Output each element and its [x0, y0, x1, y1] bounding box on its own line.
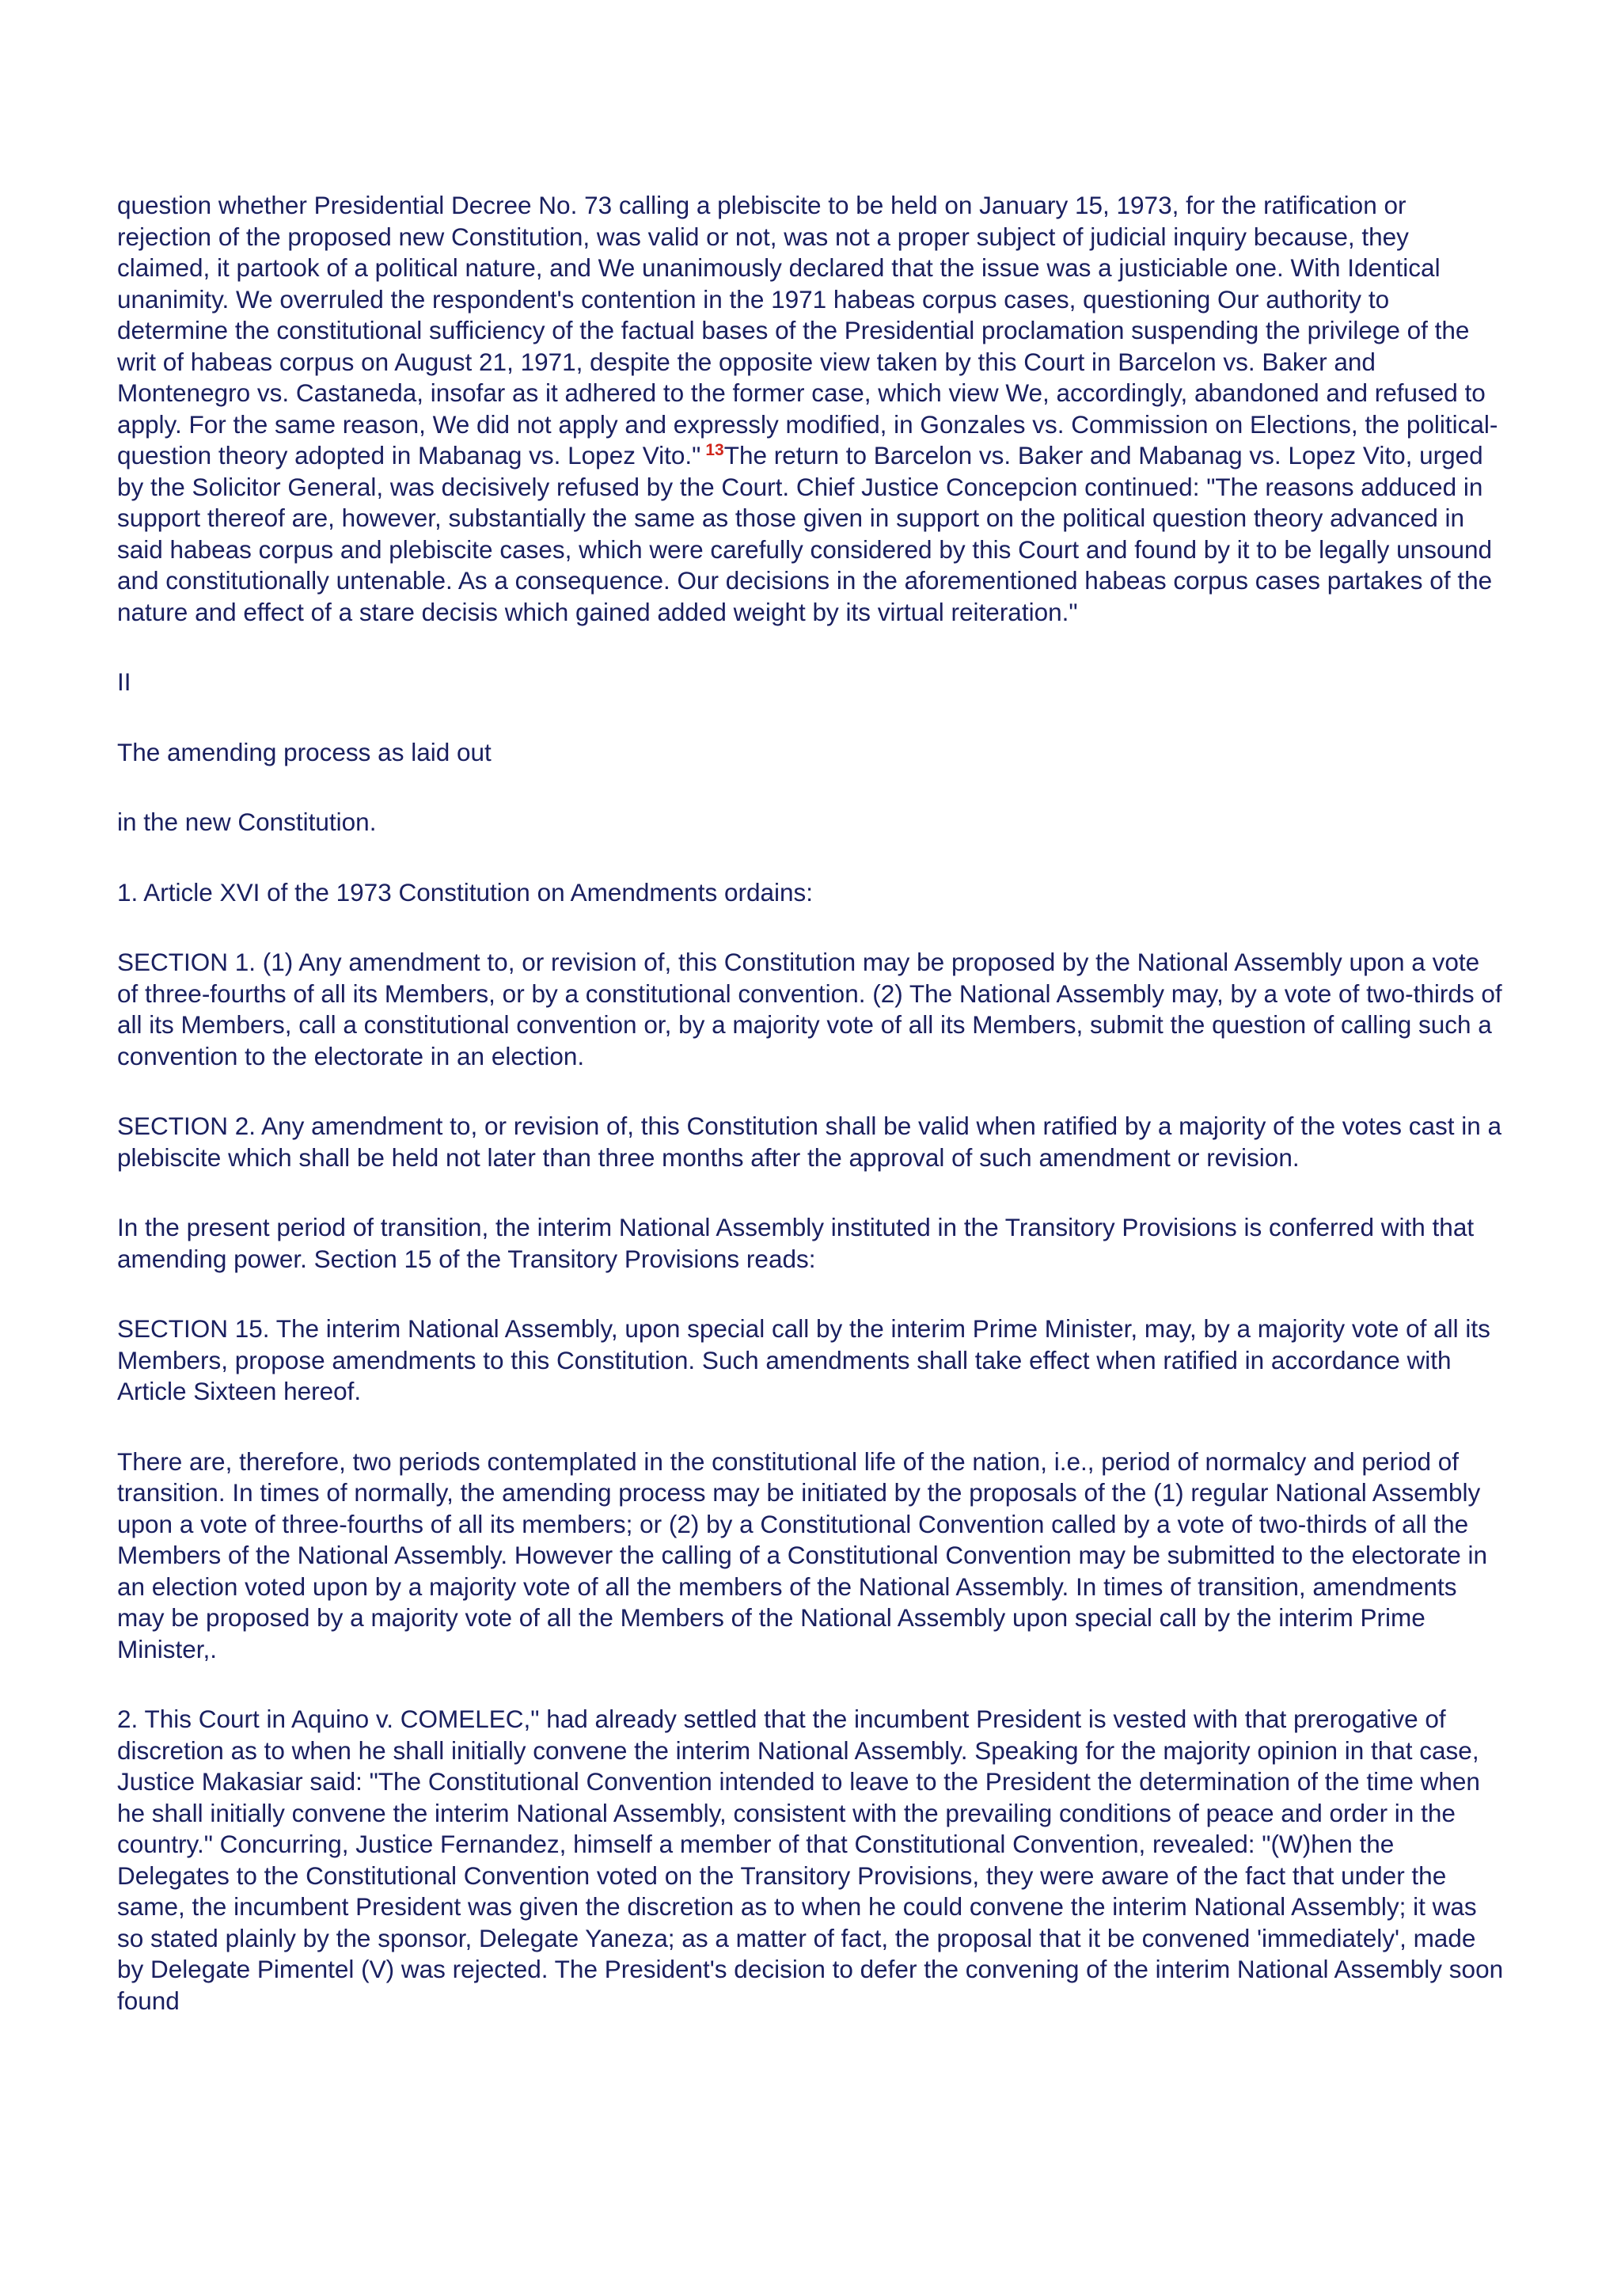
paragraph-aquino: 2. This Court in Aquino v. COMELEC," had already settled that the incumbent President is vested with that prerogative of discretion as to when he shall initially convene the interim National Assembly. Speaking for the majority opinion in that case, Justice Makasiar said: "The Constitutional Convention intended to leave to the President the determination of the time when he shall initially convene the interim National Assembly, consistent with the prevailing conditions of peace and order in the country." Concurring, Justice Fernandez, himself a member of that Constitutional Convention, revealed: "(W)hen the Delegates to the Constitutional Convention voted on the Transitory Provisions, they were aware of the fact that under the same, the incumbent President was given the discretion as to when he could convene the interim National Assembly; it was so stated plainly by the sponsor, Delegate Yaneza; as a matter of fact, the proposal that it be convened 'immediately', made by Delegate Pimentel (V) was rejected. The President's decision to defer the convening of the interim National Assembly soon found — [117, 1705, 1504, 2015]
paragraph-text: The return to Barcelon vs. Baker and Mabanag vs. Lopez Vito, urged by the Solicitor General, was decisively refused by the Court. Chief Justice Concepcion continued: "The reasons adduced in support thereof are, however, substantially the same as those given in support on the political question theory advanced in said habeas corpus and plebiscite cases, which were carefully considered by this Court and found by it to be legally unsound and constitutionally untenable. As a consequence. Our decisions in the aforementioned habeas corpus cases partakes of the nature and effect of a stare decisis which gained added weight by its virtual reiteration." — [117, 441, 1493, 626]
paragraph-transition: In the present period of transition, the interim National Assembly instituted in the Transitory Provisions is conferred with that amending power. Section 15 of the Transitory Provisions reads: — [117, 1213, 1475, 1273]
section-numeral: II — [117, 667, 131, 696]
section-heading-line1: The amending process as laid out — [117, 737, 492, 766]
paragraph-section-15: SECTION 15. The interim National Assembly, upon special call by the interim Prime Minister, may, by a majority vote of all its Members, propose amendments to this Constitution. Such amendments shall take effect when ratified in accordance with Article Sixteen hereof. — [117, 1314, 1490, 1405]
footnote-marker[interactable]: 13 — [705, 440, 724, 459]
paragraph-article-xvi: 1. Article XVI of the 1973 Constitution on Amendments ordains: — [117, 877, 814, 907]
paragraph-stare-decisis — [117, 190, 1504, 628]
section-heading-line2: in the new Constitution. — [117, 808, 377, 836]
paragraph-text: question whether Presidential Decree No. 73 calling a plebiscite to be held on January 15, 1973, for the ratification or rejection of the proposed new Constitution, was valid or not, was not a proper subject of judicial inquiry because, they claimed, it partook of a political nature, and We unanimously declared that the issue was a justiciable one. With Identical unanimity. We overruled the respondent's contention in the 1971 habeas corpus cases, questioning Our authority to determine the constitutional sufficiency of the factual bases of the Presidential proclamation suspending the privilege of the writ of habeas corpus on August 21, 1971, despite the opposite view taken by this Court in Barcelon vs. Baker and Montenegro vs. Castaneda, insofar as it adhered to the former case, which view We, accordingly, abandoned and refused to apply. For the same reason, We did not apply and expressly modified, in Gonzales vs. Commission on Elections, the political-question theory adopted in Mabanag vs. Lopez Vito." — [117, 191, 1498, 469]
paragraph-two-periods: There are, therefore, two periods contemplated in the constitutional life of the nation, i.e., period of normalcy and period of transition. In times of normally, the amending process may be initiated by the proposals of the (1) regular National Assembly upon a vote of three-fourths of all its members; or (2) by a Constitutional Convention called by a vote of two-thirds of all the Members of the National Assembly. However the calling of a Constitutional Convention may be submitted to the electorate in an election voted upon by a majority vote of all the members of the National Assembly. In times of transition, amendments may be proposed by a majority vote of all the Members of the National Assembly upon special call by the interim Prime Minister,. — [117, 1446, 1488, 1663]
paragraph-section-2: SECTION 2. Any amendment to, or revision of, this Constitution shall be valid when ratified by a majority of the votes cast in a plebiscite which shall be held not later than three months after the approval of such amendment or revision. — [117, 1112, 1502, 1172]
paragraph-section-1: SECTION 1. (1) Any amendment to, or revision of, this Constitution may be proposed by the National Assembly upon a vote of three-fourths of all its Members, or by a constitutional convention. (2) The National Assembly may, by a vote of two-thirds of all its Members, call a constitutional convention or, by a majority vote of all its Members, submit the question of calling such a convention to the electorate in an election. — [117, 948, 1502, 1070]
document-page — [117, 190, 1504, 2055]
